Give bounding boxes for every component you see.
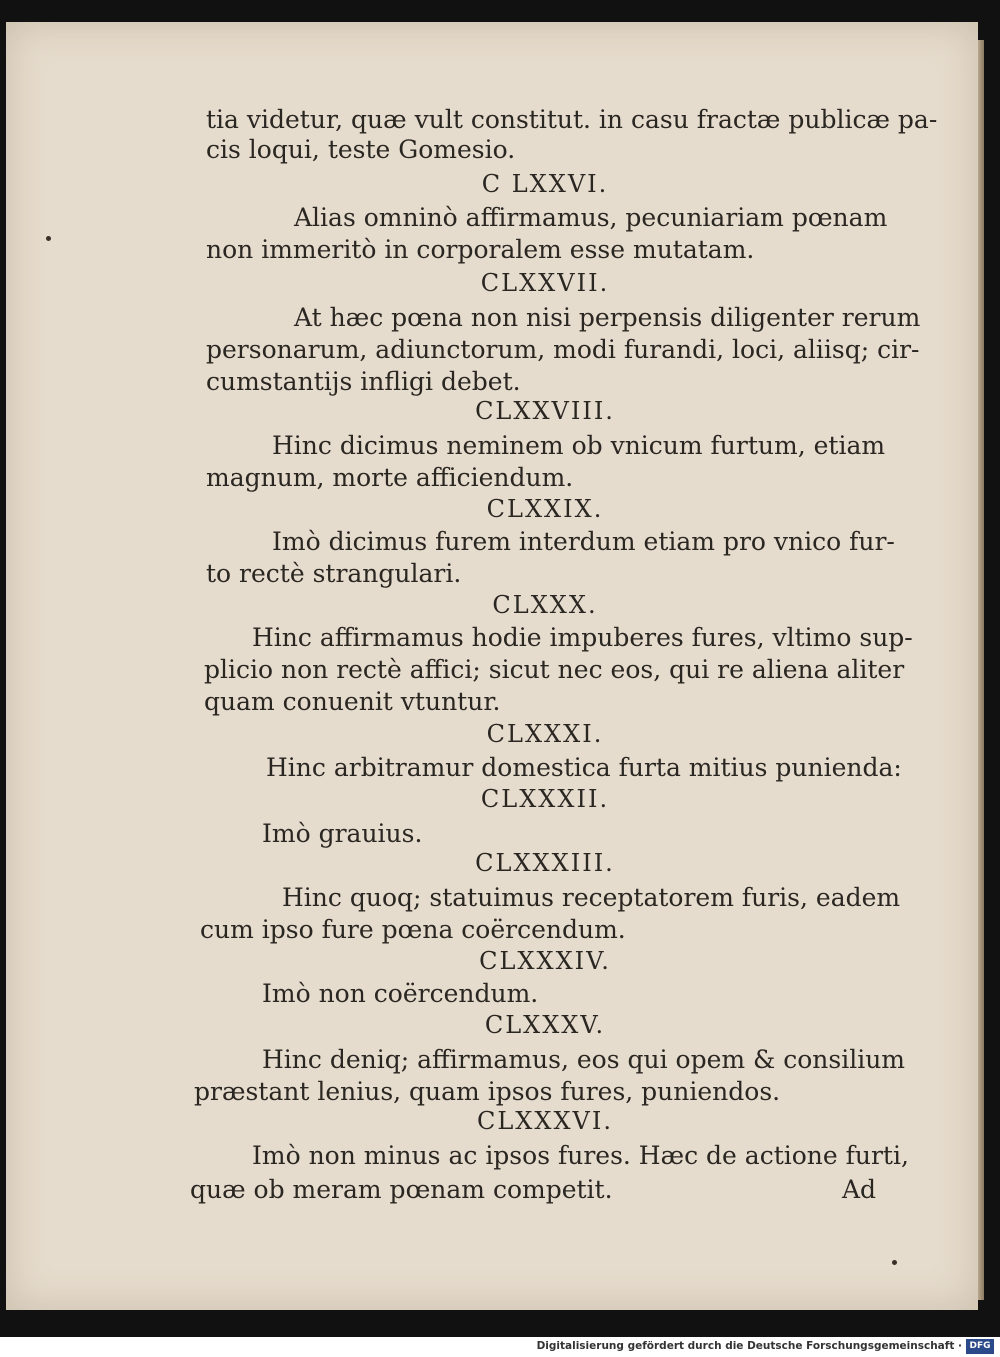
text-line: personarum, adiunctorum, modi furandi, loci, aliisq; cir- — [206, 335, 920, 364]
text-line: cis loqui, teste Gomesio. — [206, 135, 516, 164]
section-heading: CLXXXIII. — [475, 849, 615, 877]
text-line: præstant lenius, quam ipsos fures, puniendos. — [194, 1077, 781, 1106]
text-line: Imò grauius. — [262, 819, 423, 848]
section-heading: CLXXVII. — [480, 269, 610, 297]
text-line: plicio non rectè affici; sicut nec eos, qui re aliena aliter — [204, 655, 905, 684]
text-line: Alias omninò affirmamus, pecuniariam pœnam — [294, 203, 888, 232]
section-heading: CLXXXI. — [486, 720, 604, 748]
text-line: Imò dicimus furem interdum etiam pro vnico fur- — [272, 527, 895, 556]
text-line: Hinc dicimus neminem ob vnicum furtum, etiam — [272, 431, 886, 460]
text-line: Imò non minus ac ipsos fures. Hæc de actione furti, — [252, 1141, 909, 1170]
section-heading: CLXXIX. — [486, 495, 604, 523]
text-line: non immeritò in corporalem esse mutatam. — [206, 235, 755, 264]
footer-credit: Digitalisierung gefördert durch die Deutsche Forschungsgemeinschaft · — [536, 1340, 962, 1352]
text-line: Hinc deniq; affirmamus, eos qui opem & consilium — [262, 1045, 906, 1074]
text-line: to rectè strangulari. — [206, 559, 462, 588]
section-heading: CLXXX. — [492, 591, 598, 619]
dfg-logo: DFG — [966, 1339, 994, 1354]
digitization-footer — [0, 1337, 1000, 1357]
text-line: Imò non coërcendum. — [262, 979, 539, 1008]
text-line: At hæc pœna non nisi perpensis diligenter rerum — [294, 303, 921, 332]
text-line: quam conuenit vtuntur. — [204, 687, 501, 716]
section-heading: CLXXXII. — [480, 785, 610, 813]
text-line: cumstantijs infligi debet. — [206, 367, 521, 396]
text-line: cum ipso fure pœna coërcendum. — [200, 915, 626, 944]
text-line: Hinc affirmamus hodie impuberes fures, vltimo sup- — [252, 623, 913, 652]
section-heading: CLXXXVI. — [477, 1107, 613, 1135]
text-line: Hinc quoq; statuimus receptatorem furis, eadem — [282, 883, 901, 912]
section-heading: CLXXXIV. — [479, 947, 611, 975]
catchword: Ad — [842, 1175, 877, 1204]
text-line: quæ ob meram pœnam competit. — [190, 1175, 613, 1204]
section-heading: CLXXXV. — [484, 1011, 606, 1039]
section-heading: CLXXVIII. — [475, 397, 615, 425]
ink-speck — [46, 236, 51, 241]
text-line: magnum, morte afficiendum. — [206, 463, 574, 492]
ink-speck — [892, 1260, 897, 1265]
text-line: Hinc arbitramur domestica furta mitius punienda: — [266, 753, 902, 782]
text-line: tia videtur, quæ vult constitut. in casu fractæ publicæ pa- — [206, 105, 938, 134]
section-heading: C LXXVI. — [481, 170, 609, 198]
